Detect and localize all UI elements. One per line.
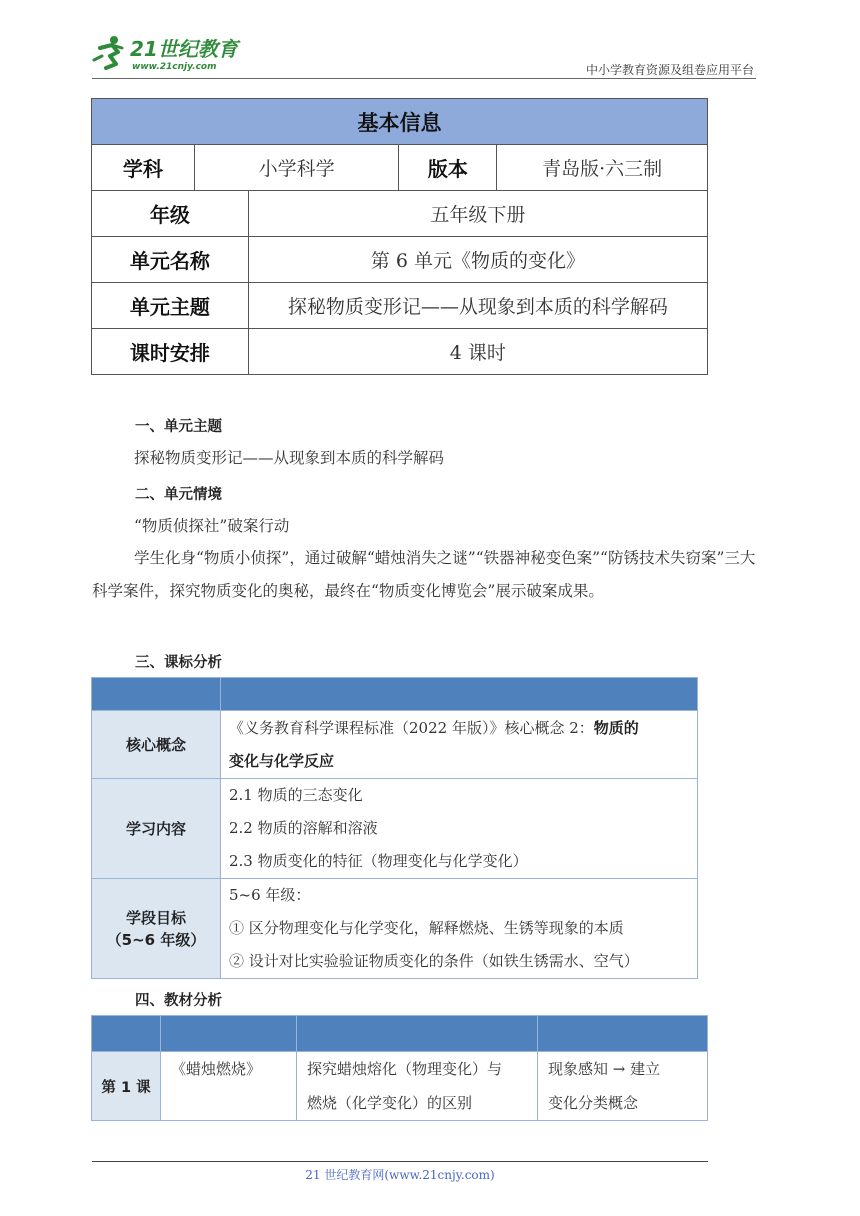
page-header [92,30,756,80]
hours-value: 4 课时 [248,329,707,375]
stage-goal-label-line: （5~6 年级） [106,930,206,949]
list-item: ② 设计对比实验验证物质变化的条件（如铁生锈需水、空气） [229,952,639,970]
lesson-path-line: 现象感知 → 建立 [548,1060,661,1078]
unit-context-subtitle: “物质侦探社”破案行动 [134,517,290,535]
textbook-table [91,1015,708,1121]
runner-icon [94,36,122,68]
section-heading-unit-theme: 一、单元主题 [135,419,222,435]
logo-text: 21世纪教育 [130,37,238,61]
logo-url: www.21cnjy.com [132,62,217,72]
table-row [92,1052,708,1121]
textbook-header-cell [92,1016,161,1052]
stage-goal-list [221,879,698,979]
grade-value: 五年级下册 [248,191,707,237]
textbook-header-cell [297,1016,538,1052]
lesson-path-line: 变化分类概念 [548,1094,639,1112]
learning-content-list [221,779,698,879]
stage-goal-label [92,879,221,979]
unit-context-paragraph: 学生化身“物质小侦探”，通过破解“蜡烛消失之谜”“铁器神秘变色案”“防锈技术失窃案”三大科学案件，探究物质变化的奥秘，最终在“物质变化博览会”展示破案成果。 [92,549,756,600]
lesson-content-line: 探究蜡烛熔化（物理变化）与 [307,1060,503,1078]
basic-info-title: 基本信息 [92,99,708,145]
lesson-path [538,1052,708,1121]
site-logo[interactable] [92,34,262,74]
unit-theme-label: 单元主题 [92,283,249,329]
unit-name-label: 单元名称 [92,237,249,283]
list-item: 2.1 物质的三态变化 [229,786,363,804]
lesson-title-text: 《蜡烛燃烧》 [171,1060,262,1078]
core-concept-label: 核心概念 [92,711,221,779]
core-concept-content [221,711,698,779]
textbook-header-cell [161,1016,297,1052]
header-tagline: 中小学教育资源及组卷应用平台 [585,63,754,77]
lesson-content-line: 燃烧（化学变化）的区别 [307,1094,473,1112]
grade-label: 年级 [92,191,249,237]
list-item: ① 区分物理变化与化学变化，解释燃烧、生锈等现象的本质 [229,919,624,937]
list-item: 2.2 物质的溶解和溶液 [229,819,378,837]
edition-value: 青岛版·六三制 [497,145,708,191]
stage-goal-label-line: 学段目标 [125,908,186,927]
curriculum-header-cell [221,678,698,711]
unit-theme-value: 探秘物质变形记——从现象到本质的科学解码 [248,283,707,329]
unit-theme-text: 探秘物质变形记——从现象到本质的科学解码 [134,449,445,467]
learning-content-label: 学习内容 [92,779,221,879]
lesson-title [161,1052,297,1121]
hours-label: 课时安排 [92,329,249,375]
lesson-content [297,1052,538,1121]
core-concept-highlight-cont: 变化与化学反应 [229,751,335,770]
section-heading-curriculum: 三、课标分析 [135,655,222,671]
unit-name-value: 第 6 单元《物质的变化》 [248,237,707,283]
header-divider [92,78,756,79]
basic-info-table [91,98,708,375]
textbook-header-cell [538,1016,708,1052]
curriculum-table [91,677,698,979]
list-item: 2.3 物质变化的特征（物理变化与化学变化） [229,852,528,870]
section-heading-unit-context: 二、单元情境 [135,487,222,503]
list-item: 5~6 年级： [229,886,311,904]
core-concept-text: 《义务教育科学课程标准（2022 年版）》核心概念 2： [229,718,594,737]
edition-label: 版本 [399,145,497,191]
core-concept-highlight: 物质的 [593,718,639,737]
footer-divider [92,1161,708,1162]
lesson-number: 第 1 课 [92,1052,161,1121]
subject-label: 学科 [92,145,195,191]
subject-value: 小学科学 [194,145,399,191]
curriculum-header-cell [92,678,221,711]
footer-link[interactable]: 21 世纪教育网(www.21cnjy.com) [305,1168,495,1182]
section-heading-textbook: 四、教材分析 [135,993,222,1009]
